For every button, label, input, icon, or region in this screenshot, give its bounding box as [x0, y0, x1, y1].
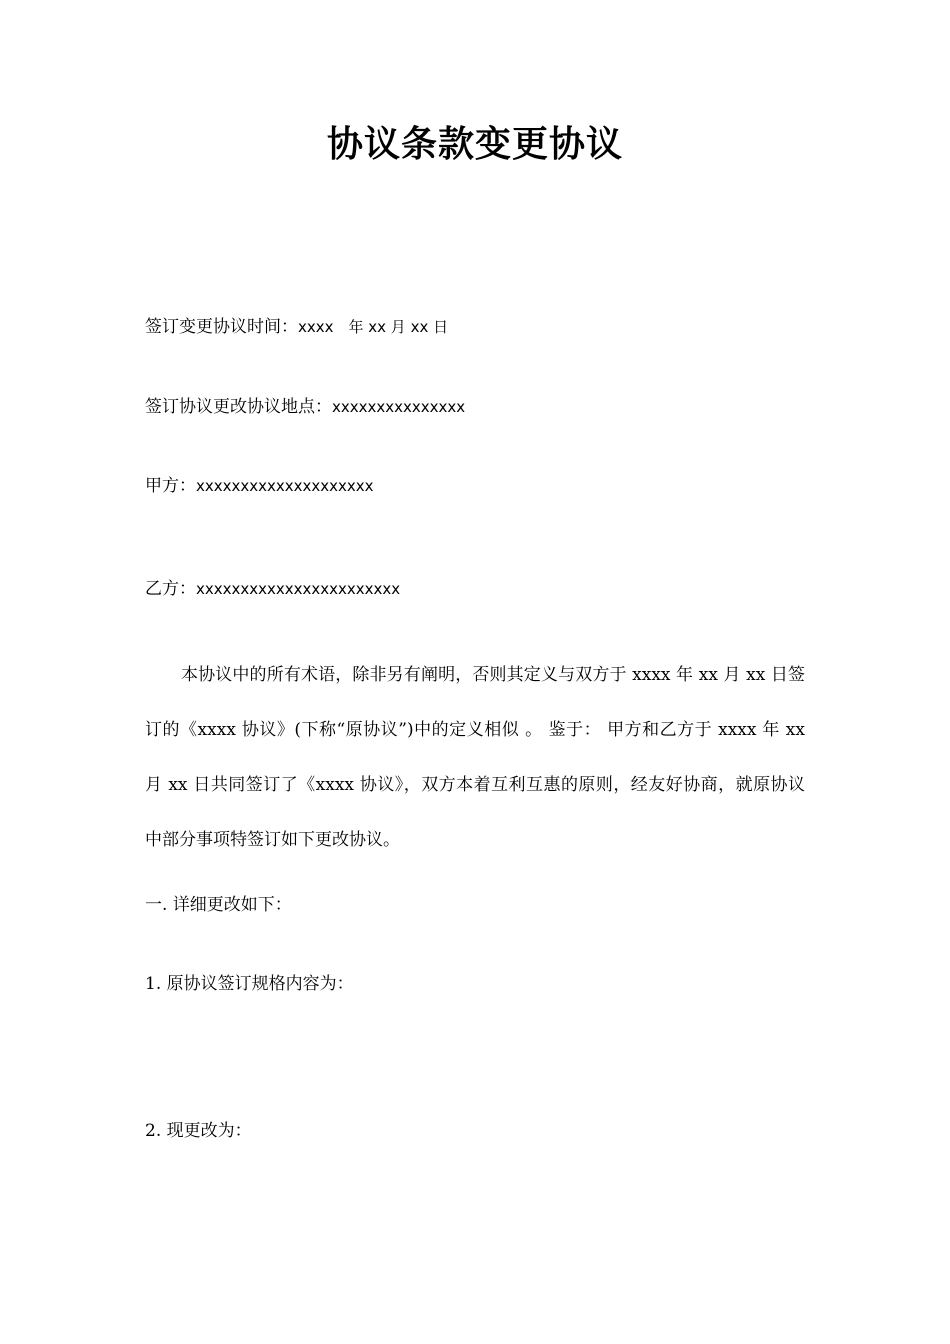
- party-a-label: 甲方：: [145, 476, 196, 496]
- sign-place-line: [145, 392, 465, 417]
- sign-place-label: 签订协议更改协议地点：: [145, 397, 332, 417]
- party-a-line: [145, 471, 374, 496]
- party-a-value: xxxxxxxxxxxxxxxxxxxx: [196, 477, 374, 495]
- item-one: 1. 原协议签订规格内容为：: [145, 974, 354, 994]
- sign-time-line: [145, 312, 448, 337]
- sign-time-label: 签订变更协议时间：: [145, 317, 298, 337]
- section-one-heading: 一. 详细更改如下：: [145, 895, 292, 915]
- party-b-label: 乙方：: [145, 579, 196, 599]
- sign-time-value: xxxx 年 xx 月 xx 日: [298, 318, 449, 336]
- item-two: 2. 现更改为：: [145, 1121, 252, 1141]
- document-title: 协议条款变更协议: [326, 123, 623, 165]
- party-b-line: [145, 574, 400, 599]
- party-b-value: xxxxxxxxxxxxxxxxxxxxxxx: [196, 580, 401, 598]
- sign-place-value: xxxxxxxxxxxxxxx: [332, 398, 466, 416]
- body-paragraph: 本协议中的所有术语，除非另有阐明，否则其定义与双方于 xxxx 年 xx 月 xx 日签订的《xxxx 协议》(下称“原协议”)中的定义相似 。 鉴于： 甲方和乙方于 xxxx 年 xx 月 xx 日共同签订了《xxxx 协议》，双方本着互利互惠的原则，经友好协商，就原协议中部分事项特签订如下更改协议。: [145, 665, 805, 850]
